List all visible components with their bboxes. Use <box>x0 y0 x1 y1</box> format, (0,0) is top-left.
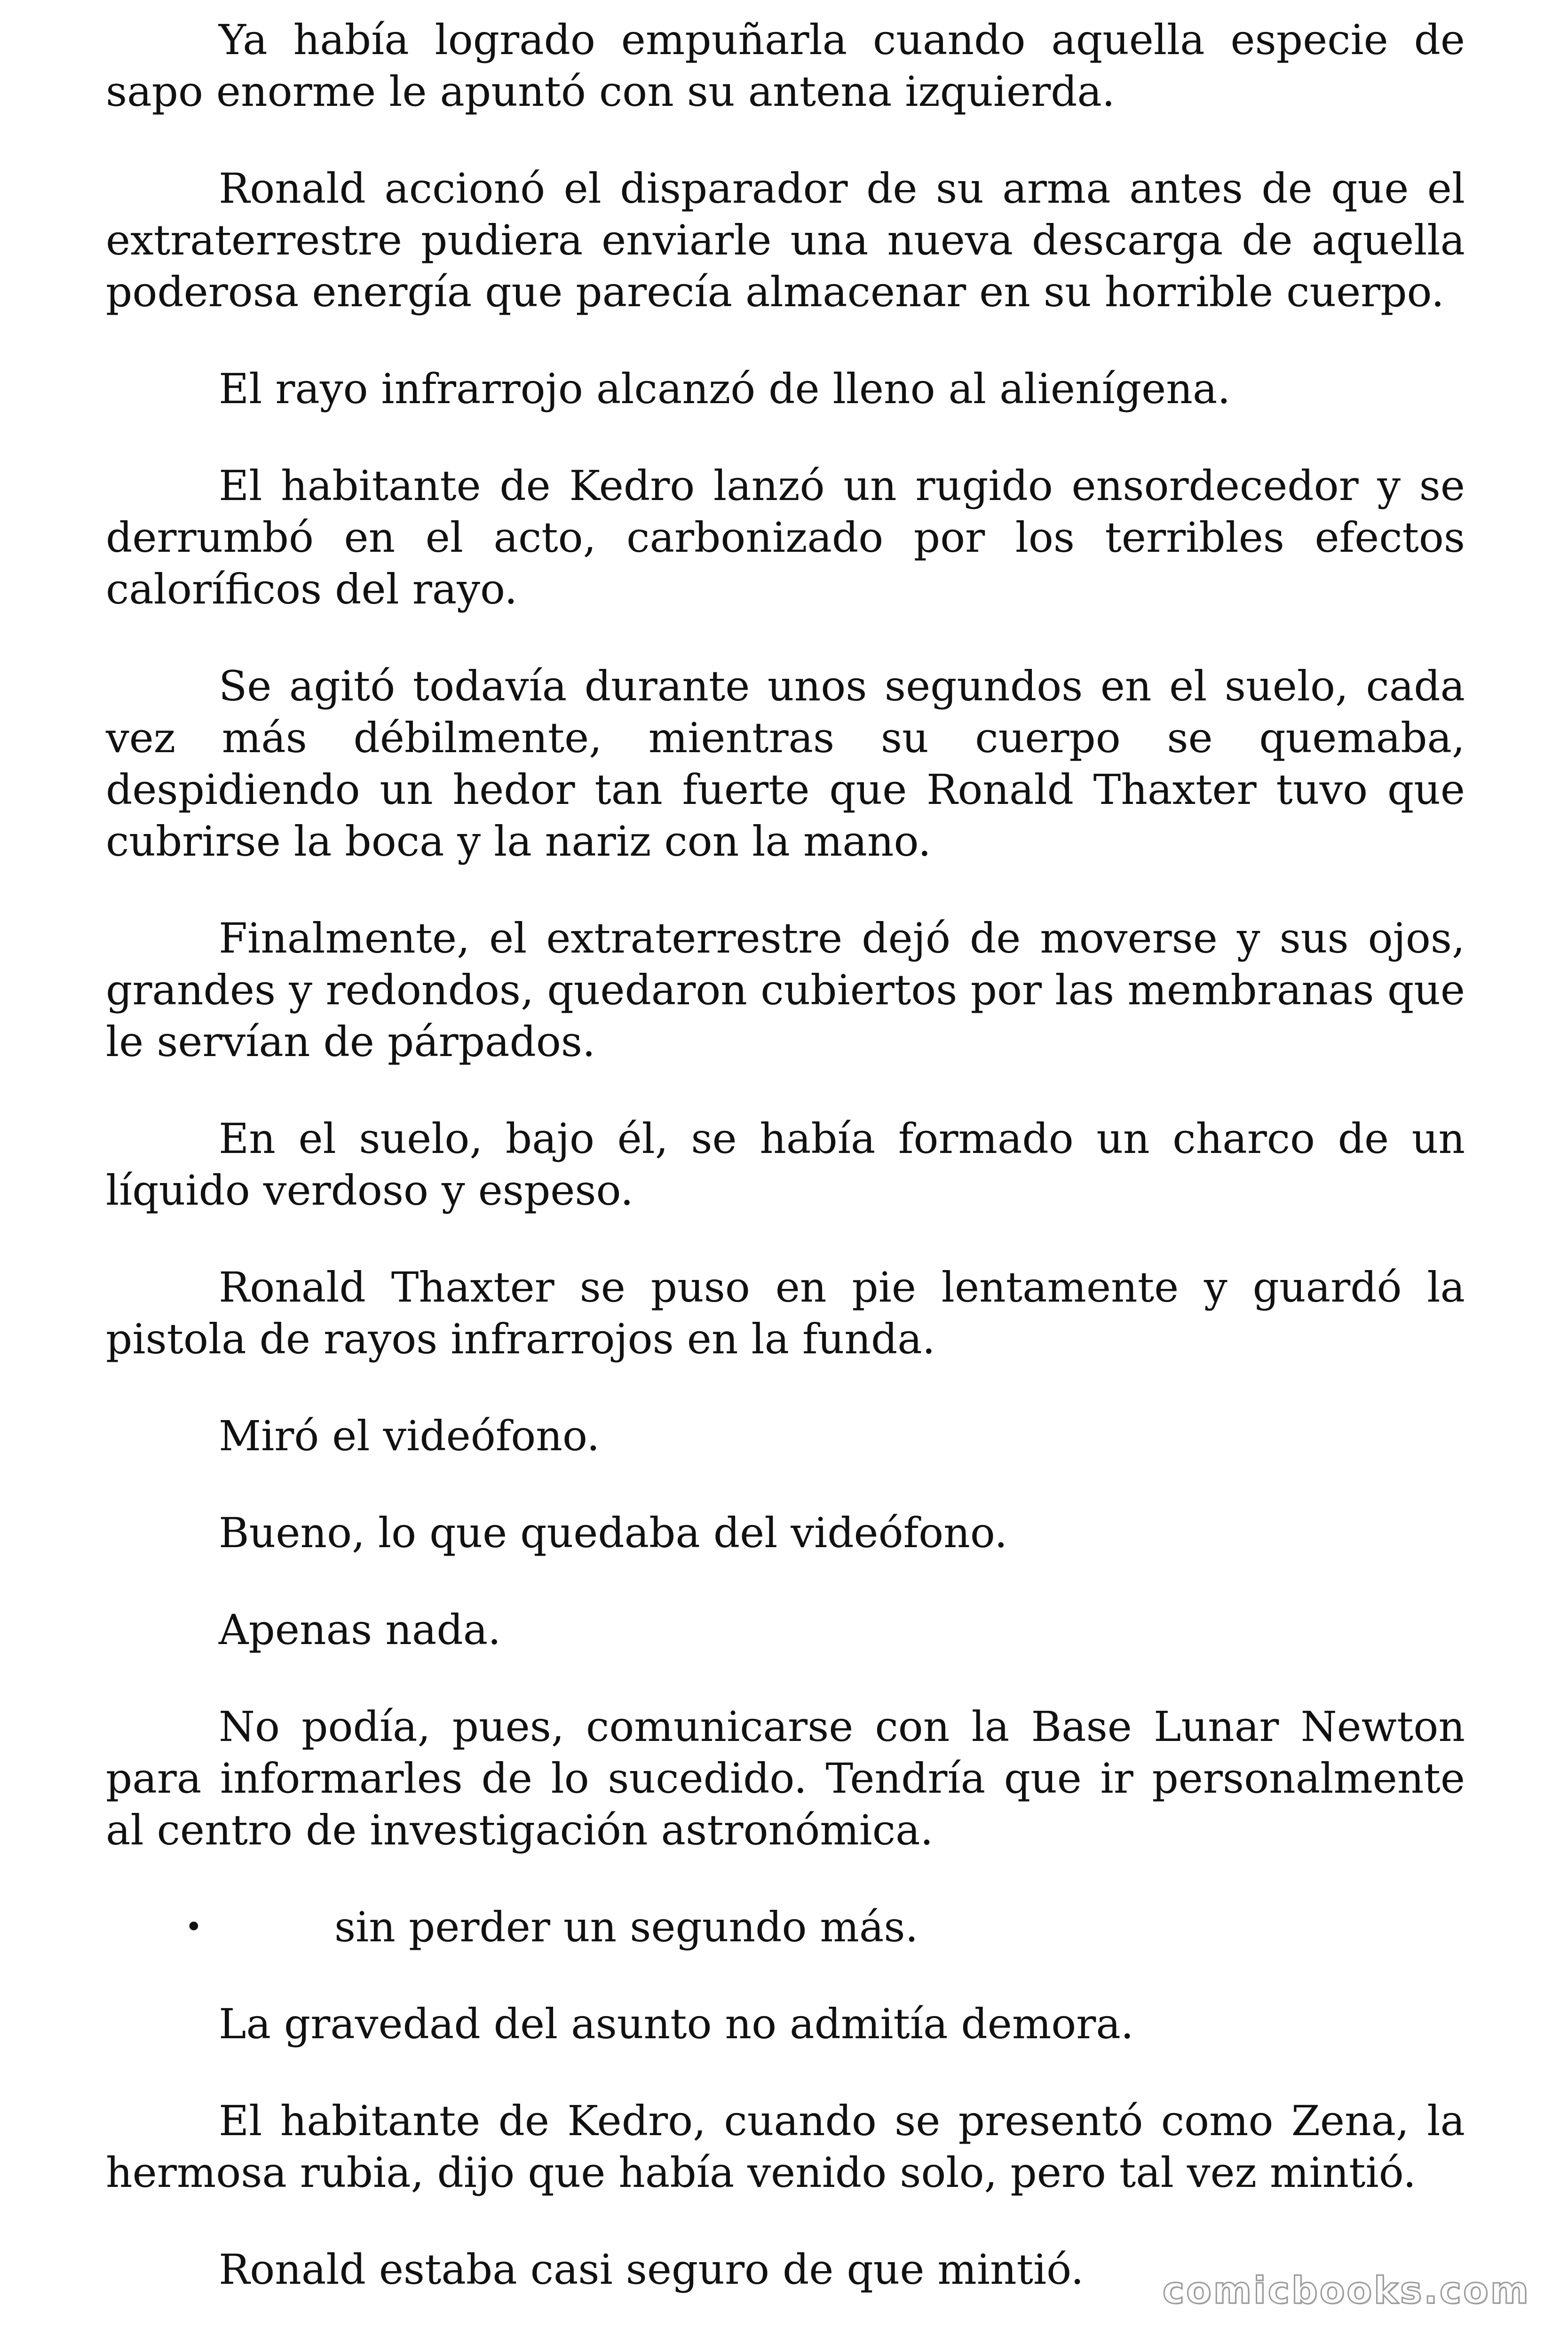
paragraph: Ya había logrado empuñarla cuando aquella especie de sapo enorme le apuntó con su antena izquierda. <box>106 16 1465 116</box>
paragraph: Ronald estaba casi seguro de que mintió. <box>219 2245 1084 2294</box>
paragraph: El habitante de Kedro, cuando se presentó como Zena, la hermosa rubia, dijo que había venido solo, pero tal vez mintió. <box>106 2097 1465 2197</box>
paragraph: Finalmente, el extraterrestre dejó de moverse y sus ojos, grandes y redondos, quedaron cubiertos por las membranas que le servían de párpados. <box>106 914 1465 1066</box>
paragraph: Ronald accionó el disparador de su arma antes de que el extraterrestre pudiera enviarle una nueva descarga de aquella poderosa energía que parecía almacenar en su horrible cuerpo. <box>106 164 1465 316</box>
watermark: comicbooks.com <box>1162 2270 1530 2312</box>
paragraph: Ronald Thaxter se puso en pie lentamente y guardó la pistola de rayos infrarrojos en la funda. <box>106 1263 1465 1363</box>
paragraph: No podía, pues, comunicarse con la Base Lunar Newton para informarles de lo sucedido. Tendría que ir personalmente al centro de investigación astronómica. <box>106 1702 1465 1854</box>
paragraph: La gravedad del asunto no admitía demora. <box>219 2000 1134 2048</box>
bullet-item <box>106 1901 1465 1953</box>
paragraph: El habitante de Kedro lanzó un rugido ensordecedor y se derrumbó en el acto, carbonizado por los terribles efectos caloríficos del rayo. <box>106 461 1465 613</box>
paragraph: Bueno, lo que quedaba del videófono. <box>219 1509 1008 1557</box>
paragraph: En el suelo, bajo él, se había formado un charco de un líquido verdoso y espeso. <box>106 1114 1465 1215</box>
paragraph: Miró el videófono. <box>219 1412 600 1460</box>
paragraph: Se agitó todavía durante unos segundos en el suelo, cada vez más débilmente, mientras su cuerpo se quemaba, despidiendo un hedor tan fuerte que Ronald Thaxter tuvo que cubrirse la boca y la nariz con la mano. <box>106 662 1465 866</box>
body-text <box>106 14 1465 2341</box>
bullet-text: sin perder un segundo más. <box>334 1903 919 1951</box>
bullet-icon: • <box>185 1910 203 1945</box>
paragraph: Apenas nada. <box>219 1605 501 1654</box>
paragraph: El rayo infrarrojo alcanzó de lleno al alienígena. <box>219 365 1231 413</box>
